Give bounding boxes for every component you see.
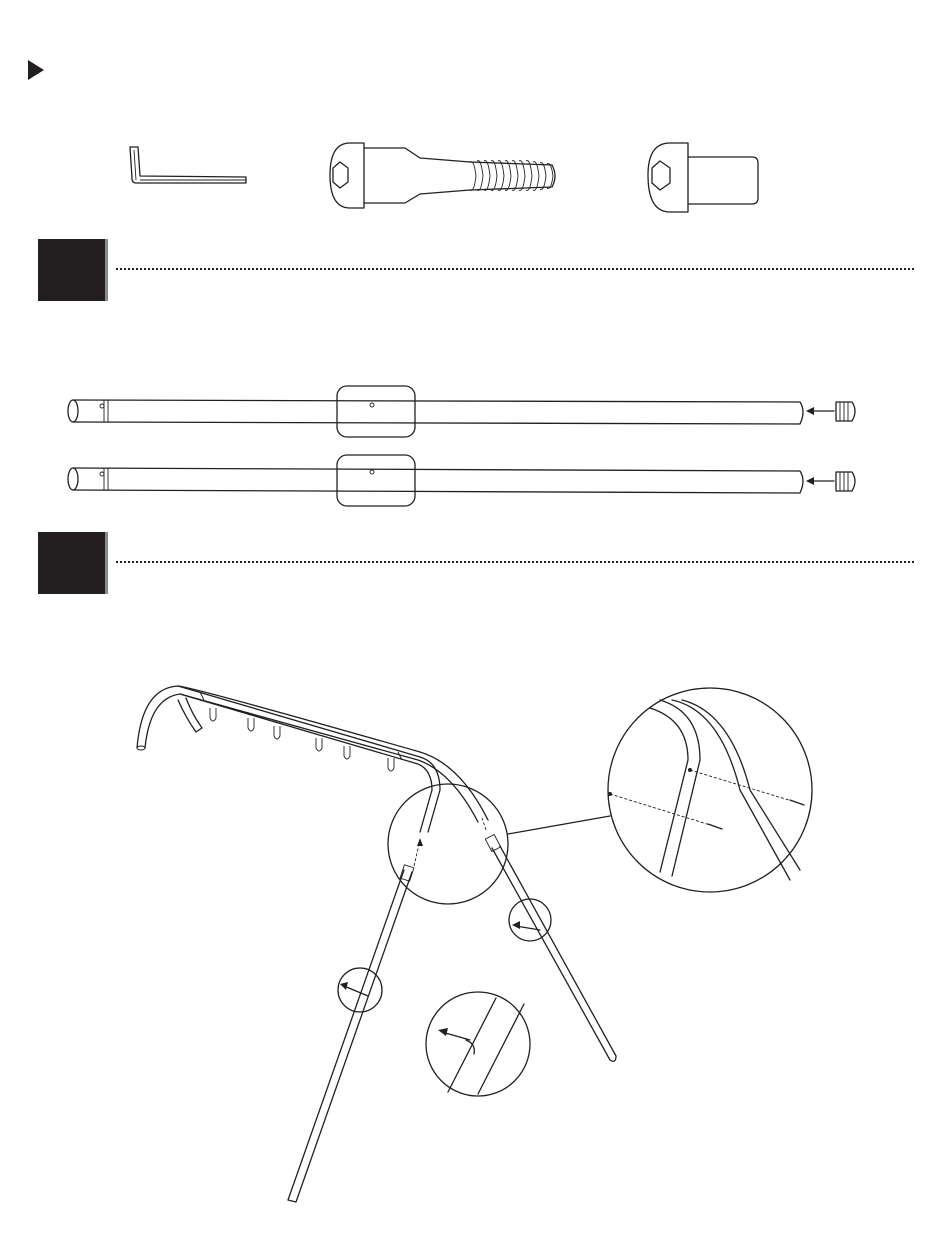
- tube-lower: [68, 455, 803, 506]
- play-triangle-icon: [28, 60, 44, 80]
- step-2-number: [38, 532, 105, 594]
- detail-circle-bottom: [426, 992, 530, 1096]
- hanger-hooks: [200, 692, 402, 771]
- hex-key-icon: [130, 147, 246, 183]
- bolt-icon: [330, 143, 555, 208]
- step-2-divider: [116, 561, 914, 563]
- barrel-nut-icon: [648, 143, 758, 212]
- detail-circle-right-leg: [509, 899, 551, 941]
- end-cap-lower[interactable]: [806, 472, 855, 491]
- step-1-number: [38, 239, 105, 301]
- right-leg: [482, 818, 616, 1061]
- detail-circle-large: [608, 688, 812, 892]
- end-cap-upper[interactable]: [806, 402, 855, 421]
- step-2-block: [38, 532, 105, 594]
- left-leg: [288, 838, 423, 1202]
- tube-upper: [68, 386, 803, 437]
- detail-circle-joint: [388, 784, 508, 904]
- detail-circle-left-leg: [338, 968, 382, 1012]
- step-1-block: [38, 239, 105, 301]
- step-1-divider: [116, 268, 914, 270]
- top-beam: [137, 686, 488, 832]
